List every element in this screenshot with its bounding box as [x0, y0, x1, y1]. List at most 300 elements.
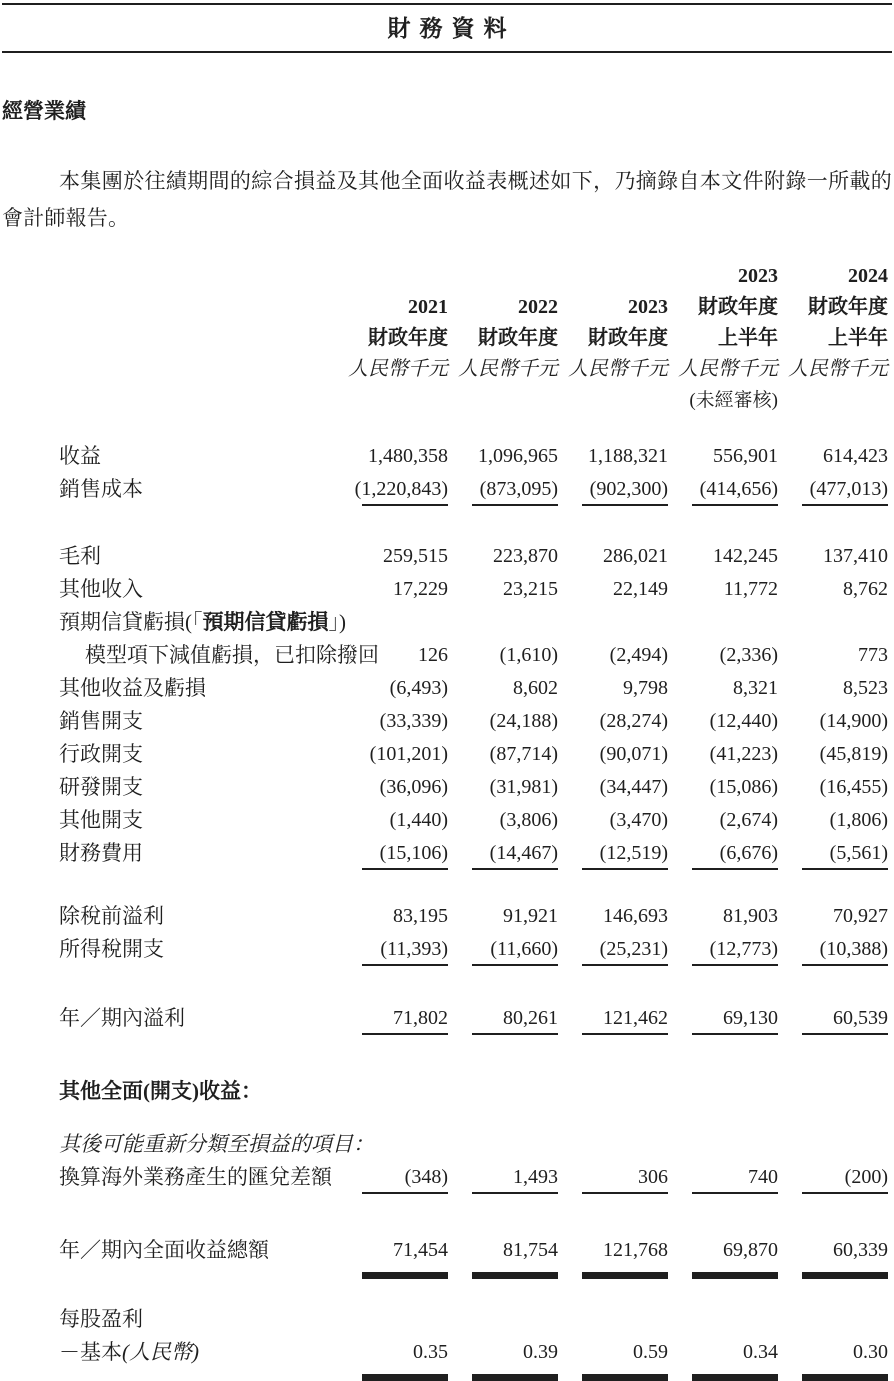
- cell-value: (902,300): [589, 478, 668, 500]
- cell-value: (11,660): [490, 938, 558, 960]
- value-cell: [562, 1075, 672, 1108]
- row-label-part: (人民幣): [122, 1340, 199, 1364]
- row-label: 換算海外業務產生的匯兌差額: [59, 1165, 332, 1189]
- value-cell: [562, 639, 672, 672]
- cell-value: 60,539: [833, 1007, 888, 1029]
- cell-value: 0.30: [853, 1341, 888, 1363]
- cell-value: 0.34: [743, 1341, 778, 1363]
- table-spacer: [2, 1035, 892, 1075]
- value-cell: [562, 804, 672, 837]
- value-cell: [452, 440, 562, 473]
- value-cell: [672, 1303, 782, 1336]
- header-currency-unit: 人民幣千元: [788, 358, 888, 380]
- cell-value: (41,223): [709, 743, 778, 765]
- cell-value: (348): [404, 1166, 448, 1188]
- value-cell: [342, 606, 452, 639]
- table-row: [2, 1336, 892, 1369]
- double-total-rule: [582, 1272, 668, 1279]
- row-label: 模型項下減值虧損，已扣除撥回: [85, 643, 379, 667]
- cell-value: 91,921: [503, 905, 558, 927]
- table-header: [2, 261, 892, 416]
- value-cell: [782, 771, 892, 804]
- header-line: 財政年度: [588, 327, 668, 349]
- value-cell: [562, 1336, 672, 1369]
- value-cell: [342, 540, 452, 573]
- cell-value: 1,096,965: [478, 445, 558, 467]
- value-cell: [672, 705, 782, 738]
- intro-paragraph: 本集團於往績期間的綜合損益及其他全面收益表概述如下，乃摘錄自本文件附錄一所載的會計師報告。: [2, 169, 892, 230]
- value-cell: [342, 837, 452, 870]
- table-row: [2, 1128, 892, 1161]
- value-cell: [342, 1075, 452, 1108]
- cell-value: 306: [638, 1166, 668, 1188]
- value-cell: [452, 1161, 562, 1194]
- value-cell: [782, 933, 892, 966]
- value-cell: [672, 1161, 782, 1194]
- cell-value: 1,493: [513, 1166, 558, 1188]
- cell-value: (12,440): [709, 710, 778, 732]
- header-column: [672, 261, 782, 416]
- value-cell: [452, 804, 562, 837]
- single-subtotal-rule: [582, 868, 668, 870]
- table-spacer: [2, 1108, 892, 1128]
- header-currency-unit: 人民幣千元: [678, 358, 778, 380]
- header-currency-unit: 人民幣千元: [348, 358, 448, 380]
- value-cell: [452, 1336, 562, 1369]
- row-label: [2, 606, 346, 639]
- header-line: 2022: [518, 296, 558, 318]
- single-subtotal-rule: [582, 504, 668, 506]
- value-cell: [672, 804, 782, 837]
- table-row: [2, 837, 892, 870]
- table-row: [2, 606, 892, 639]
- single-subtotal-rule: [802, 964, 888, 966]
- table-row: [2, 804, 892, 837]
- header-line: 財政年度: [698, 296, 778, 318]
- table-spacer: [2, 506, 892, 540]
- value-cell: [782, 900, 892, 933]
- single-subtotal-rule: [802, 1033, 888, 1035]
- value-cell: [342, 804, 452, 837]
- cell-value: (11,393): [380, 938, 448, 960]
- value-cell: [672, 573, 782, 606]
- value-cell: [342, 1161, 452, 1194]
- row-label: 銷售成本: [59, 477, 143, 501]
- row-label: 毛利: [59, 544, 101, 568]
- single-subtotal-rule: [362, 964, 448, 966]
- cell-value: (12,519): [599, 842, 668, 864]
- value-cell: [562, 900, 672, 933]
- value-cell: [672, 639, 782, 672]
- single-subtotal-rule: [472, 964, 558, 966]
- cell-value: (45,819): [819, 743, 888, 765]
- table-row: [2, 705, 892, 738]
- value-cell: [562, 1303, 672, 1336]
- value-cell: [562, 606, 672, 639]
- cell-value: (200): [844, 1166, 888, 1188]
- cell-value: (1,806): [829, 809, 888, 831]
- cell-value: 8,321: [733, 677, 778, 699]
- value-cell: [562, 933, 672, 966]
- value-cell: [342, 672, 452, 705]
- single-subtotal-rule: [472, 868, 558, 870]
- cell-value: 259,515: [383, 545, 448, 567]
- header-currency-unit: 人民幣千元: [568, 358, 668, 380]
- single-subtotal-rule: [802, 868, 888, 870]
- table-row: [2, 771, 892, 804]
- value-cell: [452, 606, 562, 639]
- row-label-part: 預期信貸虧損: [202, 610, 329, 634]
- page-title: 財務資料: [387, 16, 516, 41]
- single-subtotal-rule: [692, 504, 778, 506]
- row-label: [2, 1336, 342, 1369]
- table-spacer: [2, 966, 892, 1002]
- row-label: 年／期內全面收益總額: [59, 1238, 269, 1262]
- table-row: [2, 933, 892, 966]
- value-cell: [562, 1161, 672, 1194]
- document-header: [2, 3, 892, 53]
- value-cell: [562, 672, 672, 705]
- document-page: [0, 3, 894, 1381]
- table-row: [2, 440, 892, 473]
- row-label: 收益: [59, 444, 101, 468]
- cell-value: 556,901: [713, 445, 778, 467]
- header-line: 財政年度: [808, 296, 888, 318]
- value-cell: [672, 738, 782, 771]
- value-cell: [672, 771, 782, 804]
- cell-value: 81,903: [723, 905, 778, 927]
- value-cell: [562, 1234, 672, 1267]
- value-cell: [782, 1303, 892, 1336]
- value-cell: [782, 738, 892, 771]
- table-row: [2, 672, 892, 705]
- value-cell: [562, 540, 672, 573]
- cell-value: (3,470): [609, 809, 668, 831]
- cell-value: 23,215: [503, 578, 558, 600]
- value-cell: [452, 1303, 562, 1336]
- single-subtotal-rule: [692, 868, 778, 870]
- cell-value: (36,096): [379, 776, 448, 798]
- value-cell: [782, 1002, 892, 1035]
- cell-value: (1,440): [389, 809, 448, 831]
- cell-value: 70,927: [833, 905, 888, 927]
- value-cell: [342, 473, 452, 506]
- cell-value: (34,447): [599, 776, 668, 798]
- value-cell: [672, 900, 782, 933]
- row-label: 其他收入: [59, 577, 143, 601]
- cell-value: (6,493): [389, 677, 448, 699]
- table-spacer: [2, 870, 892, 900]
- table-row: [2, 1002, 892, 1035]
- value-cell: [782, 440, 892, 473]
- table-row: [2, 900, 892, 933]
- header-line: 財政年度: [478, 327, 558, 349]
- value-cell: [452, 837, 562, 870]
- row-label: 其他開支: [59, 808, 143, 832]
- row-label: 財務費用: [59, 841, 143, 865]
- cell-value: (6,676): [719, 842, 778, 864]
- cell-value: 69,130: [723, 1007, 778, 1029]
- header-unaudited-note: [452, 385, 558, 416]
- value-cell: [342, 1303, 452, 1336]
- cell-value: (477,013): [809, 478, 888, 500]
- cell-value: 80,261: [503, 1007, 558, 1029]
- cell-value: (2,336): [719, 644, 778, 666]
- header-unaudited-note: [782, 385, 888, 416]
- single-subtotal-rule: [692, 1033, 778, 1035]
- double-total-rule: [472, 1272, 558, 1279]
- value-cell: [452, 1075, 562, 1108]
- value-cell: [452, 639, 562, 672]
- value-cell: [672, 1234, 782, 1267]
- header-line: 2023: [628, 296, 668, 318]
- single-subtotal-rule: [362, 1192, 448, 1194]
- cell-value: 614,423: [823, 445, 888, 467]
- value-cell: [782, 1234, 892, 1267]
- header-line: 財政年度: [368, 327, 448, 349]
- value-cell: [452, 705, 562, 738]
- cell-value: (90,071): [599, 743, 668, 765]
- row-label-part: 」): [328, 610, 346, 634]
- cell-value: 0.39: [523, 1341, 558, 1363]
- value-cell: [782, 573, 892, 606]
- value-cell: [452, 473, 562, 506]
- value-cell: [342, 639, 452, 672]
- header-unaudited-note: (未經審核): [689, 390, 778, 411]
- value-cell: [782, 672, 892, 705]
- table-row: [2, 473, 892, 506]
- cell-value: 81,754: [503, 1239, 558, 1261]
- single-subtotal-rule: [582, 1033, 668, 1035]
- header-currency-unit: 人民幣千元: [458, 358, 558, 380]
- double-total-rule: [802, 1272, 888, 1279]
- header-column: [342, 261, 452, 416]
- value-cell: [342, 1128, 452, 1161]
- row-label: 除稅前溢利: [59, 904, 164, 928]
- value-cell: [342, 705, 452, 738]
- single-subtotal-rule: [472, 1033, 558, 1035]
- cell-value: (12,773): [709, 938, 778, 960]
- value-cell: [342, 771, 452, 804]
- cell-value: 8,523: [843, 677, 888, 699]
- row-label-part: 預期信貸虧損(「: [59, 610, 203, 634]
- cell-value: 83,195: [393, 905, 448, 927]
- cell-value: 1,480,358: [368, 445, 448, 467]
- header-column: [452, 261, 562, 416]
- single-subtotal-rule: [362, 1033, 448, 1035]
- section-heading: 經營業績: [2, 99, 86, 123]
- cell-value: (87,714): [489, 743, 558, 765]
- cell-value: (10,388): [819, 938, 888, 960]
- table-spacer: [2, 1194, 892, 1234]
- cell-value: 69,870: [723, 1239, 778, 1261]
- cell-value: 17,229: [393, 578, 448, 600]
- header-line: 2021: [408, 296, 448, 318]
- cell-value: 0.59: [633, 1341, 668, 1363]
- cell-value: (14,467): [489, 842, 558, 864]
- value-cell: [672, 540, 782, 573]
- value-cell: [452, 1002, 562, 1035]
- value-cell: [782, 837, 892, 870]
- cell-value: 8,762: [843, 578, 888, 600]
- cell-value: (15,106): [379, 842, 448, 864]
- value-cell: [562, 440, 672, 473]
- row-label: 年／期內溢利: [59, 1006, 185, 1030]
- value-cell: [562, 738, 672, 771]
- single-subtotal-rule: [362, 504, 448, 506]
- value-cell: [672, 933, 782, 966]
- row-label: 研發開支: [59, 775, 143, 799]
- table-row: [2, 639, 892, 672]
- table-row: [2, 540, 892, 573]
- header-column: [782, 261, 892, 416]
- cell-value: 121,768: [603, 1239, 668, 1261]
- cell-value: 11,772: [723, 578, 778, 600]
- value-cell: [342, 573, 452, 606]
- value-cell: [782, 705, 892, 738]
- value-cell: [342, 1234, 452, 1267]
- value-cell: [452, 771, 562, 804]
- value-cell: [782, 1075, 892, 1108]
- cell-value: (28,274): [599, 710, 668, 732]
- income-statement-table: [2, 261, 892, 1369]
- double-total-rule: [362, 1272, 448, 1279]
- value-cell: [452, 573, 562, 606]
- single-subtotal-rule: [362, 868, 448, 870]
- cell-value: (33,339): [379, 710, 448, 732]
- cell-value: 773: [858, 644, 888, 666]
- cell-value: (14,900): [819, 710, 888, 732]
- value-cell: [782, 1161, 892, 1194]
- cell-value: (16,455): [819, 776, 888, 798]
- value-cell: [452, 900, 562, 933]
- cell-value: (25,231): [599, 938, 668, 960]
- header-line: 上半年: [718, 327, 778, 349]
- row-label: 其他收益及虧損: [59, 676, 206, 700]
- value-cell: [342, 738, 452, 771]
- value-cell: [562, 771, 672, 804]
- value-cell: [562, 573, 672, 606]
- value-cell: [782, 1128, 892, 1161]
- value-cell: [342, 1002, 452, 1035]
- value-cell: [562, 1002, 672, 1035]
- single-subtotal-rule: [802, 1192, 888, 1194]
- table-row: [2, 1303, 892, 1336]
- double-total-rule: [692, 1272, 778, 1279]
- row-label-part: －基本: [59, 1340, 122, 1364]
- cell-value: 1,188,321: [588, 445, 668, 467]
- cell-value: (873,095): [479, 478, 558, 500]
- header-line: [562, 261, 668, 292]
- value-cell: [672, 1128, 782, 1161]
- value-cell: [672, 1336, 782, 1369]
- row-label: 所得稅開支: [59, 937, 164, 961]
- value-cell: [452, 738, 562, 771]
- table-row: [2, 1161, 892, 1194]
- value-cell: [672, 1002, 782, 1035]
- cell-value: 121,462: [603, 1007, 668, 1029]
- value-cell: [782, 606, 892, 639]
- header-unaudited-note: [562, 385, 668, 416]
- cell-value: 71,454: [393, 1239, 448, 1261]
- cell-value: 146,693: [603, 905, 668, 927]
- single-subtotal-rule: [582, 1192, 668, 1194]
- header-column: [562, 261, 672, 416]
- cell-value: (15,086): [709, 776, 778, 798]
- cell-value: 9,798: [623, 677, 668, 699]
- cell-value: (1,610): [499, 644, 558, 666]
- cell-value: 22,149: [613, 578, 668, 600]
- cell-value: 286,021: [603, 545, 668, 567]
- cell-value: (101,201): [369, 743, 448, 765]
- single-subtotal-rule: [472, 1192, 558, 1194]
- cell-value: (2,494): [609, 644, 668, 666]
- cell-value: 740: [748, 1166, 778, 1188]
- row-label: 其他全面(開支)收益：: [59, 1079, 262, 1103]
- value-cell: [452, 1128, 562, 1161]
- value-cell: [782, 639, 892, 672]
- header-line: 上半年: [828, 327, 888, 349]
- table-row: [2, 738, 892, 771]
- value-cell: [452, 672, 562, 705]
- cell-value: (31,981): [489, 776, 558, 798]
- single-subtotal-rule: [472, 504, 558, 506]
- cell-value: (1,220,843): [354, 478, 448, 500]
- value-cell: [672, 606, 782, 639]
- single-subtotal-rule: [802, 504, 888, 506]
- table-row: [2, 1075, 892, 1108]
- value-cell: [342, 440, 452, 473]
- cell-value: 142,245: [713, 545, 778, 567]
- cell-value: 71,802: [393, 1007, 448, 1029]
- cell-value: (2,674): [719, 809, 778, 831]
- value-cell: [672, 440, 782, 473]
- value-cell: [562, 473, 672, 506]
- header-line: [452, 261, 558, 292]
- value-cell: [672, 672, 782, 705]
- cell-value: 126: [418, 644, 448, 666]
- cell-value: 8,602: [513, 677, 558, 699]
- header-line: [342, 261, 448, 292]
- value-cell: [342, 1336, 452, 1369]
- header-unaudited-note: [342, 385, 448, 416]
- single-subtotal-rule: [692, 1192, 778, 1194]
- value-cell: [672, 1075, 782, 1108]
- cell-value: 0.35: [413, 1341, 448, 1363]
- value-cell: [452, 933, 562, 966]
- value-cell: [782, 804, 892, 837]
- row-label: 每股盈利: [59, 1307, 143, 1331]
- single-subtotal-rule: [582, 964, 668, 966]
- row-label: 其後可能重新分類至損益的項目：: [59, 1132, 374, 1156]
- value-cell: [342, 900, 452, 933]
- header-line: 2024: [848, 265, 888, 287]
- table-body: [2, 440, 892, 1369]
- single-subtotal-rule: [692, 964, 778, 966]
- table-row: [2, 573, 892, 606]
- value-cell: [562, 1128, 672, 1161]
- cell-value: 223,870: [493, 545, 558, 567]
- row-label: 行政開支: [59, 742, 143, 766]
- row-label: 銷售開支: [59, 709, 143, 733]
- cell-value: (5,561): [829, 842, 888, 864]
- cell-value: (414,656): [699, 478, 778, 500]
- value-cell: [452, 540, 562, 573]
- header-label-spacer: [2, 261, 342, 416]
- value-cell: [452, 1234, 562, 1267]
- value-cell: [562, 837, 672, 870]
- value-cell: [672, 837, 782, 870]
